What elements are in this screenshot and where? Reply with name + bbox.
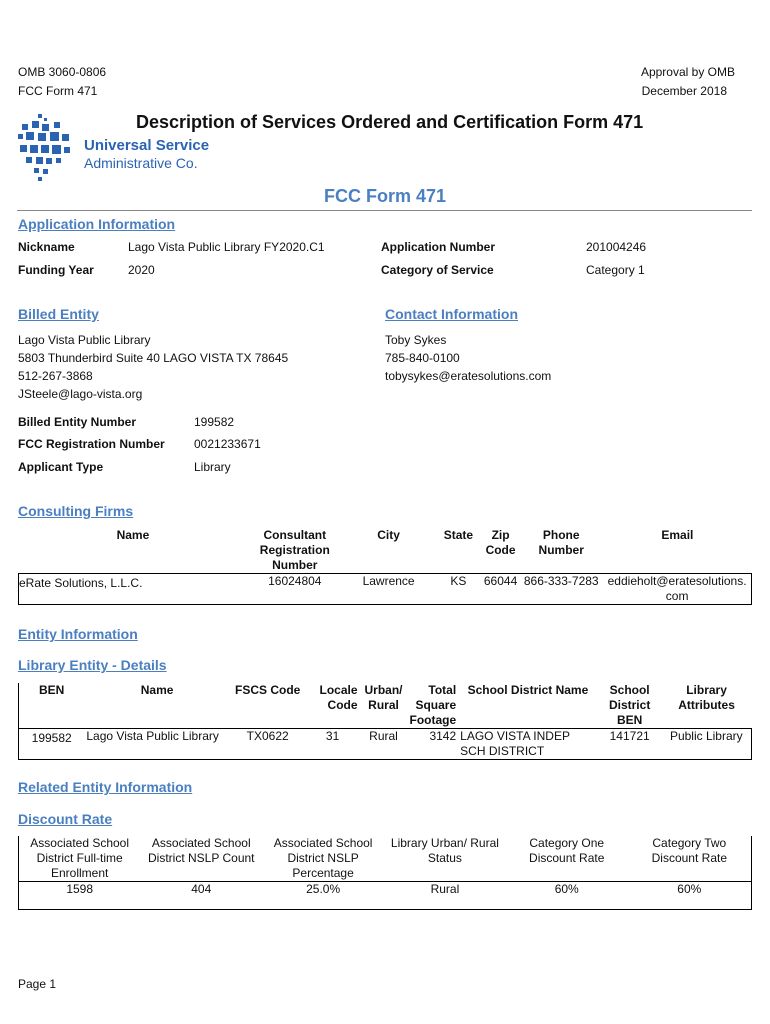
funding-year-value: 2020 bbox=[128, 263, 155, 277]
approval-date: December 2018 bbox=[641, 84, 727, 98]
billed-entity-name: Lago Vista Public Library bbox=[18, 333, 151, 347]
entity-fscs: TX0622 bbox=[246, 729, 289, 743]
table-row bbox=[19, 574, 752, 605]
col-zip: Zip Code bbox=[485, 528, 516, 557]
section-contact-info: Contact Information bbox=[385, 306, 518, 322]
nickname-label: Nickname bbox=[18, 240, 75, 254]
ben-label: Billed Entity Number bbox=[18, 415, 137, 429]
entity-locale: 31 bbox=[325, 729, 340, 743]
discount-nslp-percentage: 25.0% bbox=[306, 882, 341, 896]
billed-entity-address: 5803 Thunderbird Suite 40 LAGO VISTA TX 78645 bbox=[18, 351, 289, 365]
col-cat1-discount: Category One Discount Rate bbox=[529, 836, 605, 865]
library-entity-table bbox=[18, 683, 752, 760]
discount-cat2: 60% bbox=[628, 882, 752, 910]
discount-nslp-count: 404 bbox=[191, 882, 212, 896]
section-library-entity-details: Library Entity - Details bbox=[18, 657, 167, 673]
entity-square-footage: 3142 bbox=[429, 729, 457, 743]
col-district-name: School District Name bbox=[467, 683, 589, 697]
application-number-value: 201004246 bbox=[586, 240, 647, 254]
section-related-entity: Related Entity Information bbox=[18, 779, 193, 795]
section-entity-info: Entity Information bbox=[18, 626, 138, 642]
col-nslp-count: Associated School District NSLP Count bbox=[148, 836, 255, 865]
discount-urban-rural: Rural bbox=[430, 882, 460, 896]
col-ben: BEN bbox=[19, 683, 85, 729]
consultant-phone: 866-333-7283 bbox=[523, 574, 599, 588]
contact-phone: 785-840-0100 bbox=[385, 351, 460, 365]
usac-logo-icon bbox=[16, 112, 76, 184]
category-value: Category 1 bbox=[586, 263, 645, 277]
applicant-type-value: Library bbox=[194, 460, 231, 474]
section-billed-entity: Billed Entity bbox=[18, 306, 99, 322]
col-fscs: FSCS Code bbox=[235, 683, 301, 697]
table-row bbox=[19, 729, 752, 760]
col-library-attributes: Library Attributes bbox=[678, 683, 735, 712]
frn-label: FCC Registration Number bbox=[18, 437, 165, 451]
col-phone: Phone Number bbox=[538, 528, 584, 557]
col-cat2-discount: Category Two Discount Rate bbox=[628, 836, 752, 882]
section-discount-rate: Discount Rate bbox=[18, 811, 113, 827]
application-number-label: Application Number bbox=[381, 240, 496, 254]
col-square-footage: Total Square Footage bbox=[409, 683, 457, 727]
table-row bbox=[19, 882, 752, 910]
discount-cat1: 60% bbox=[554, 882, 579, 896]
consultant-email: eddieholt@eratesolutions.com bbox=[603, 574, 751, 605]
table-header-row bbox=[19, 528, 752, 574]
discount-rate-table bbox=[18, 836, 752, 910]
omb-number: OMB 3060-0806 bbox=[18, 65, 107, 79]
discount-enrollment: 1598 bbox=[19, 882, 141, 910]
divider bbox=[17, 210, 752, 211]
consultant-zip: 66044 bbox=[483, 574, 518, 588]
col-locale: Locale Code bbox=[319, 683, 358, 712]
entity-library-attributes: Public Library bbox=[662, 729, 752, 760]
billed-entity-email: JSteele@lago-vista.org bbox=[18, 387, 143, 401]
table-header-row bbox=[19, 836, 752, 882]
logo-line2: Administrative Co. bbox=[84, 155, 198, 171]
col-urban-rural: Urban/ Rural bbox=[364, 683, 403, 712]
consulting-firms-table bbox=[18, 528, 752, 605]
col-district-ben: School District BEN bbox=[608, 683, 651, 727]
col-enrollment: Associated School District Full-time Enrollment bbox=[19, 836, 141, 882]
consultant-city: Lawrence bbox=[362, 574, 415, 588]
omb-approval: Approval by OMB bbox=[640, 65, 735, 79]
col-nslp-percentage: Associated School District NSLP Percentage bbox=[273, 836, 373, 880]
funding-year-label: Funding Year bbox=[18, 263, 94, 277]
table-header-row bbox=[19, 683, 752, 729]
entity-name: Lago Vista Public Library bbox=[86, 729, 219, 743]
frn-value: 0021233671 bbox=[194, 437, 261, 451]
category-label: Category of Service bbox=[381, 263, 494, 277]
nickname-value: Lago Vista Public Library FY2020.C1 bbox=[128, 240, 325, 254]
logo-line1: Universal Service bbox=[84, 137, 210, 154]
contact-email: tobysykes@eratesolutions.com bbox=[385, 369, 552, 383]
section-application-info: Application Information bbox=[18, 216, 176, 232]
applicant-type-label: Applicant Type bbox=[18, 460, 104, 474]
col-name: Name bbox=[140, 683, 174, 697]
col-email: Email bbox=[661, 528, 694, 542]
form-title: FCC Form 471 bbox=[323, 186, 447, 206]
document-title: Description of Services Ordered and Certification Form 471 bbox=[136, 112, 644, 132]
contact-block bbox=[385, 331, 551, 385]
form-number: FCC Form 471 bbox=[18, 84, 98, 98]
col-urban-rural-status: Library Urban/ Rural Status bbox=[390, 836, 499, 865]
entity-district-ben: 141721 bbox=[609, 729, 650, 743]
contact-name: Toby Sykes bbox=[385, 333, 447, 347]
entity-urban-rural: Rural bbox=[369, 729, 398, 743]
billed-entity-block bbox=[18, 331, 288, 403]
col-name: Name bbox=[116, 528, 150, 542]
entity-ben: 199582 bbox=[19, 729, 85, 760]
consultant-name: eRate Solutions, L.L.C. bbox=[19, 574, 248, 605]
consultant-registration: 16024804 bbox=[268, 574, 322, 588]
col-registration: Consultant Registration Number bbox=[259, 528, 330, 572]
ben-value: 199582 bbox=[194, 415, 235, 429]
col-state: State bbox=[443, 528, 474, 542]
col-city: City bbox=[377, 528, 400, 542]
consultant-state: KS bbox=[450, 574, 467, 588]
section-consulting-firms: Consulting Firms bbox=[18, 503, 134, 519]
entity-district-name: LAGO VISTA INDEP SCH DISTRICT bbox=[460, 729, 570, 758]
billed-entity-phone: 512-267-3868 bbox=[18, 369, 93, 383]
page-number: Page 1 bbox=[18, 977, 57, 991]
